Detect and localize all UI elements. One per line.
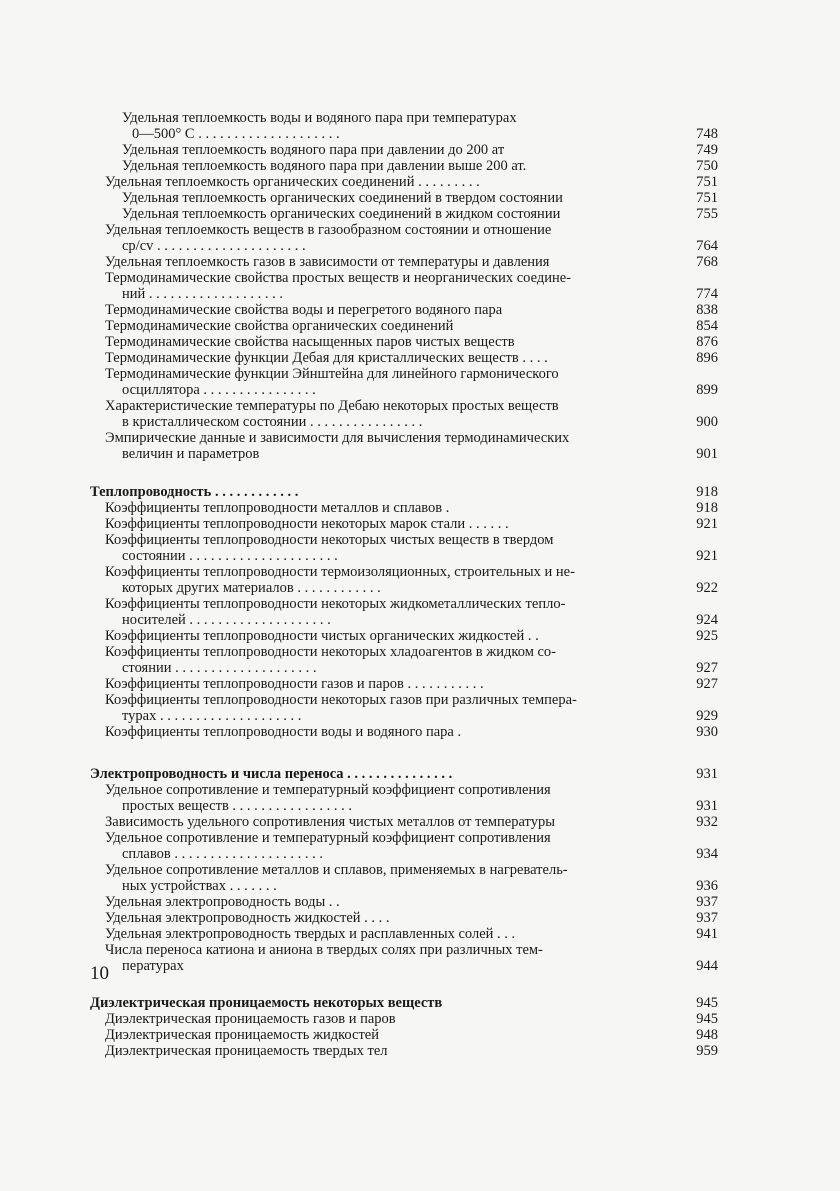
toc-entry-continuation-page: 924 <box>696 612 718 628</box>
toc-entry-page: 768 <box>696 254 718 270</box>
toc-entry-text: Термодинамические функции Дебая для кристаллических веществ . . . . <box>105 350 548 366</box>
toc-entry-page: 948 <box>696 1027 718 1043</box>
toc-entry-text: Удельная теплоемкость водяного пара при давлении до 200 ат <box>122 142 505 158</box>
toc-entry-continuation-text: величин и параметров <box>122 446 260 462</box>
toc-entry-continuation-text: ний . . . . . . . . . . . . . . . . . . . <box>122 286 284 302</box>
toc-entry-text: Термодинамические свойства насыщенных паров чистых веществ <box>105 334 515 350</box>
toc-entry-continuation-text: простых веществ . . . . . . . . . . . . . . . . . <box>122 798 353 814</box>
toc-entry-page: 896 <box>696 350 718 366</box>
toc-entry-page: 750 <box>696 158 718 174</box>
toc-entry-text: Удельная теплоемкость веществ в газообразном состоянии и отношение <box>105 222 552 238</box>
toc-entry-text: Термодинамические свойства воды и перегретого водяного пара <box>105 302 503 318</box>
toc-entry-text: Термодинамические свойства простых веществ и неорганических соедине- <box>105 270 571 286</box>
toc-entry-text: Коэффициенты теплопроводности металлов и сплавов . <box>105 500 450 516</box>
toc-entry-text: Термодинамические свойства органических соединений <box>105 318 454 334</box>
toc-entry-text: Числа переноса катиона и аниона в твердых солях при различных тем- <box>105 942 543 958</box>
toc-entry-continuation-page: 900 <box>696 414 718 430</box>
toc-entry-continuation-page: 936 <box>696 878 718 894</box>
toc-entry-page: 932 <box>696 814 718 830</box>
page-number: 10 <box>90 963 109 984</box>
toc-entry-continuation-page: 901 <box>696 446 718 462</box>
toc-entry-text: Удельная теплоемкость органических соединений в жидком состоянии <box>122 206 561 222</box>
section-heading-text: Электропроводность и числа переноса . . . . . . . . . . . . . . . <box>90 766 453 782</box>
toc-entry-text: Коэффициенты теплопроводности термоизоляционных, строительных и не- <box>105 564 575 580</box>
toc-entry-page: 937 <box>696 894 718 910</box>
toc-entry-page: 925 <box>696 628 718 644</box>
toc-entry-continuation-page: 944 <box>696 958 718 974</box>
toc-entry-text: Коэффициенты теплопроводности воды и водяного пара . <box>105 724 462 740</box>
toc-entry-continuation-text: 0—500° С . . . . . . . . . . . . . . . . . . . . <box>132 126 340 142</box>
toc-entry-page: 749 <box>696 142 718 158</box>
toc-entry-text: Удельная теплоемкость органических соединений в твердом состоянии <box>122 190 563 206</box>
toc-entry-page: 945 <box>696 1011 718 1027</box>
section-heading-page: 945 <box>696 995 718 1011</box>
toc-entry-text: Удельная теплоемкость воды и водяного пара при температурах <box>122 110 517 126</box>
toc-entry-continuation-text: сплавов . . . . . . . . . . . . . . . . . . . . . <box>122 846 323 862</box>
section-heading-text: Диэлектрическая проницаемость некоторых веществ <box>90 995 443 1011</box>
toc-entry-text: Диэлектрическая проницаемость твердых тел <box>105 1043 388 1059</box>
toc-entry-continuation-text: осциллятора . . . . . . . . . . . . . . . . <box>122 382 316 398</box>
toc-entry-text: Удельная электропроводность твердых и расплавленных солей . . . <box>105 926 516 942</box>
toc-entry-page: 755 <box>696 206 718 222</box>
toc-entry-text: Удельная теплоемкость газов в зависимости от температуры и давления <box>105 254 550 270</box>
toc-entry-page: 751 <box>696 190 718 206</box>
toc-entry-continuation-page: 927 <box>696 660 718 676</box>
toc-entry-page: 876 <box>696 334 718 350</box>
toc-entry-page: 838 <box>696 302 718 318</box>
toc-entry-text: Коэффициенты теплопроводности некоторых газов при различных темпера- <box>105 692 577 708</box>
toc-entry-continuation-text: в кристаллическом состоянии . . . . . . . . . . . . . . . . <box>122 414 423 430</box>
toc-entry-page: 927 <box>696 676 718 692</box>
toc-entry-page: 937 <box>696 910 718 926</box>
toc-entry-page: 921 <box>696 516 718 532</box>
toc-entry-text: Диэлектрическая проницаемость жидкостей <box>105 1027 379 1043</box>
toc-entry-text: Удельная электропроводность жидкостей . . . . <box>105 910 390 926</box>
toc-entry-text: Удельная теплоемкость водяного пара при давлении выше 200 ат. <box>122 158 527 174</box>
toc-entry-text: Удельная электропроводность воды . . <box>105 894 340 910</box>
toc-entry-continuation-page: 922 <box>696 580 718 596</box>
toc-entry-continuation-page: 934 <box>696 846 718 862</box>
toc-entry-continuation-page: 931 <box>696 798 718 814</box>
toc-entry-text: Коэффициенты теплопроводности некоторых марок стали . . . . . . <box>105 516 509 532</box>
toc-entry-continuation-text: ных устройствах . . . . . . . <box>122 878 277 894</box>
toc-entry-continuation-text: cp/cv . . . . . . . . . . . . . . . . . . . . . <box>122 238 306 254</box>
toc-entry-text: Коэффициенты теплопроводности газов и паров . . . . . . . . . . . <box>105 676 484 692</box>
toc-entry-text: Диэлектрическая проницаемость газов и паров <box>105 1011 396 1027</box>
toc-entry-continuation-page: 929 <box>696 708 718 724</box>
toc-entry-continuation-page: 748 <box>696 126 718 142</box>
toc-entry-text: Характеристические температуры по Дебаю некоторых простых веществ <box>105 398 559 414</box>
toc-entry-continuation-page: 774 <box>696 286 718 302</box>
toc-entry-continuation-text: турах . . . . . . . . . . . . . . . . . . . . <box>122 708 302 724</box>
section-heading-page: 931 <box>696 766 718 782</box>
toc-entry-page: 918 <box>696 500 718 516</box>
toc-entry-page: 941 <box>696 926 718 942</box>
toc-entry-continuation-text: которых других материалов . . . . . . . . . . . . <box>122 580 381 596</box>
toc-entry-text: Зависимость удельного сопротивления чистых металлов от температуры <box>105 814 555 830</box>
section-heading-page: 918 <box>696 484 718 500</box>
toc-entry-continuation-page: 899 <box>696 382 718 398</box>
toc-entry-text: Коэффициенты теплопроводности чистых органических жидкостей . . <box>105 628 539 644</box>
toc-entry-text: Термодинамические функции Эйнштейна для линейного гармонического <box>105 366 559 382</box>
toc-entry-text: Удельное сопротивление металлов и сплавов, применяемых в нагреватель- <box>105 862 568 878</box>
toc-entry-continuation-page: 764 <box>696 238 718 254</box>
toc-entry-page: 751 <box>696 174 718 190</box>
toc-entry-page: 854 <box>696 318 718 334</box>
toc-entry-continuation-text: стоянии . . . . . . . . . . . . . . . . . . . . <box>122 660 317 676</box>
toc-entry-continuation-text: носителей . . . . . . . . . . . . . . . . . . . . <box>122 612 331 628</box>
toc-entry-continuation-page: 921 <box>696 548 718 564</box>
toc-entry-page: 959 <box>696 1043 718 1059</box>
toc-entry-text: Коэффициенты теплопроводности некоторых чистых веществ в твердом <box>105 532 554 548</box>
toc-entry-text: Коэффициенты теплопроводности некоторых хладоагентов в жидком со- <box>105 644 557 660</box>
toc-entry-text: Удельное сопротивление и температурный коэффициент сопротивления <box>105 782 551 798</box>
toc-entry-page: 930 <box>696 724 718 740</box>
toc-entry-continuation-text: пературах <box>122 958 184 974</box>
toc-entry-text: Удельное сопротивление и температурный коэффициент сопротивления <box>105 830 551 846</box>
toc-entry-text: Коэффициенты теплопроводности некоторых жидкометаллических тепло- <box>105 596 566 612</box>
toc-entry-text: Эмпирические данные и зависимости для вычисления термодинамических <box>105 430 570 446</box>
toc-entry-continuation-text: состоянии . . . . . . . . . . . . . . . . . . . . . <box>122 548 338 564</box>
section-heading-text: Теплопроводность . . . . . . . . . . . . <box>90 484 299 500</box>
toc-entry-text: Удельная теплоемкость органических соединений . . . . . . . . . <box>105 174 480 190</box>
